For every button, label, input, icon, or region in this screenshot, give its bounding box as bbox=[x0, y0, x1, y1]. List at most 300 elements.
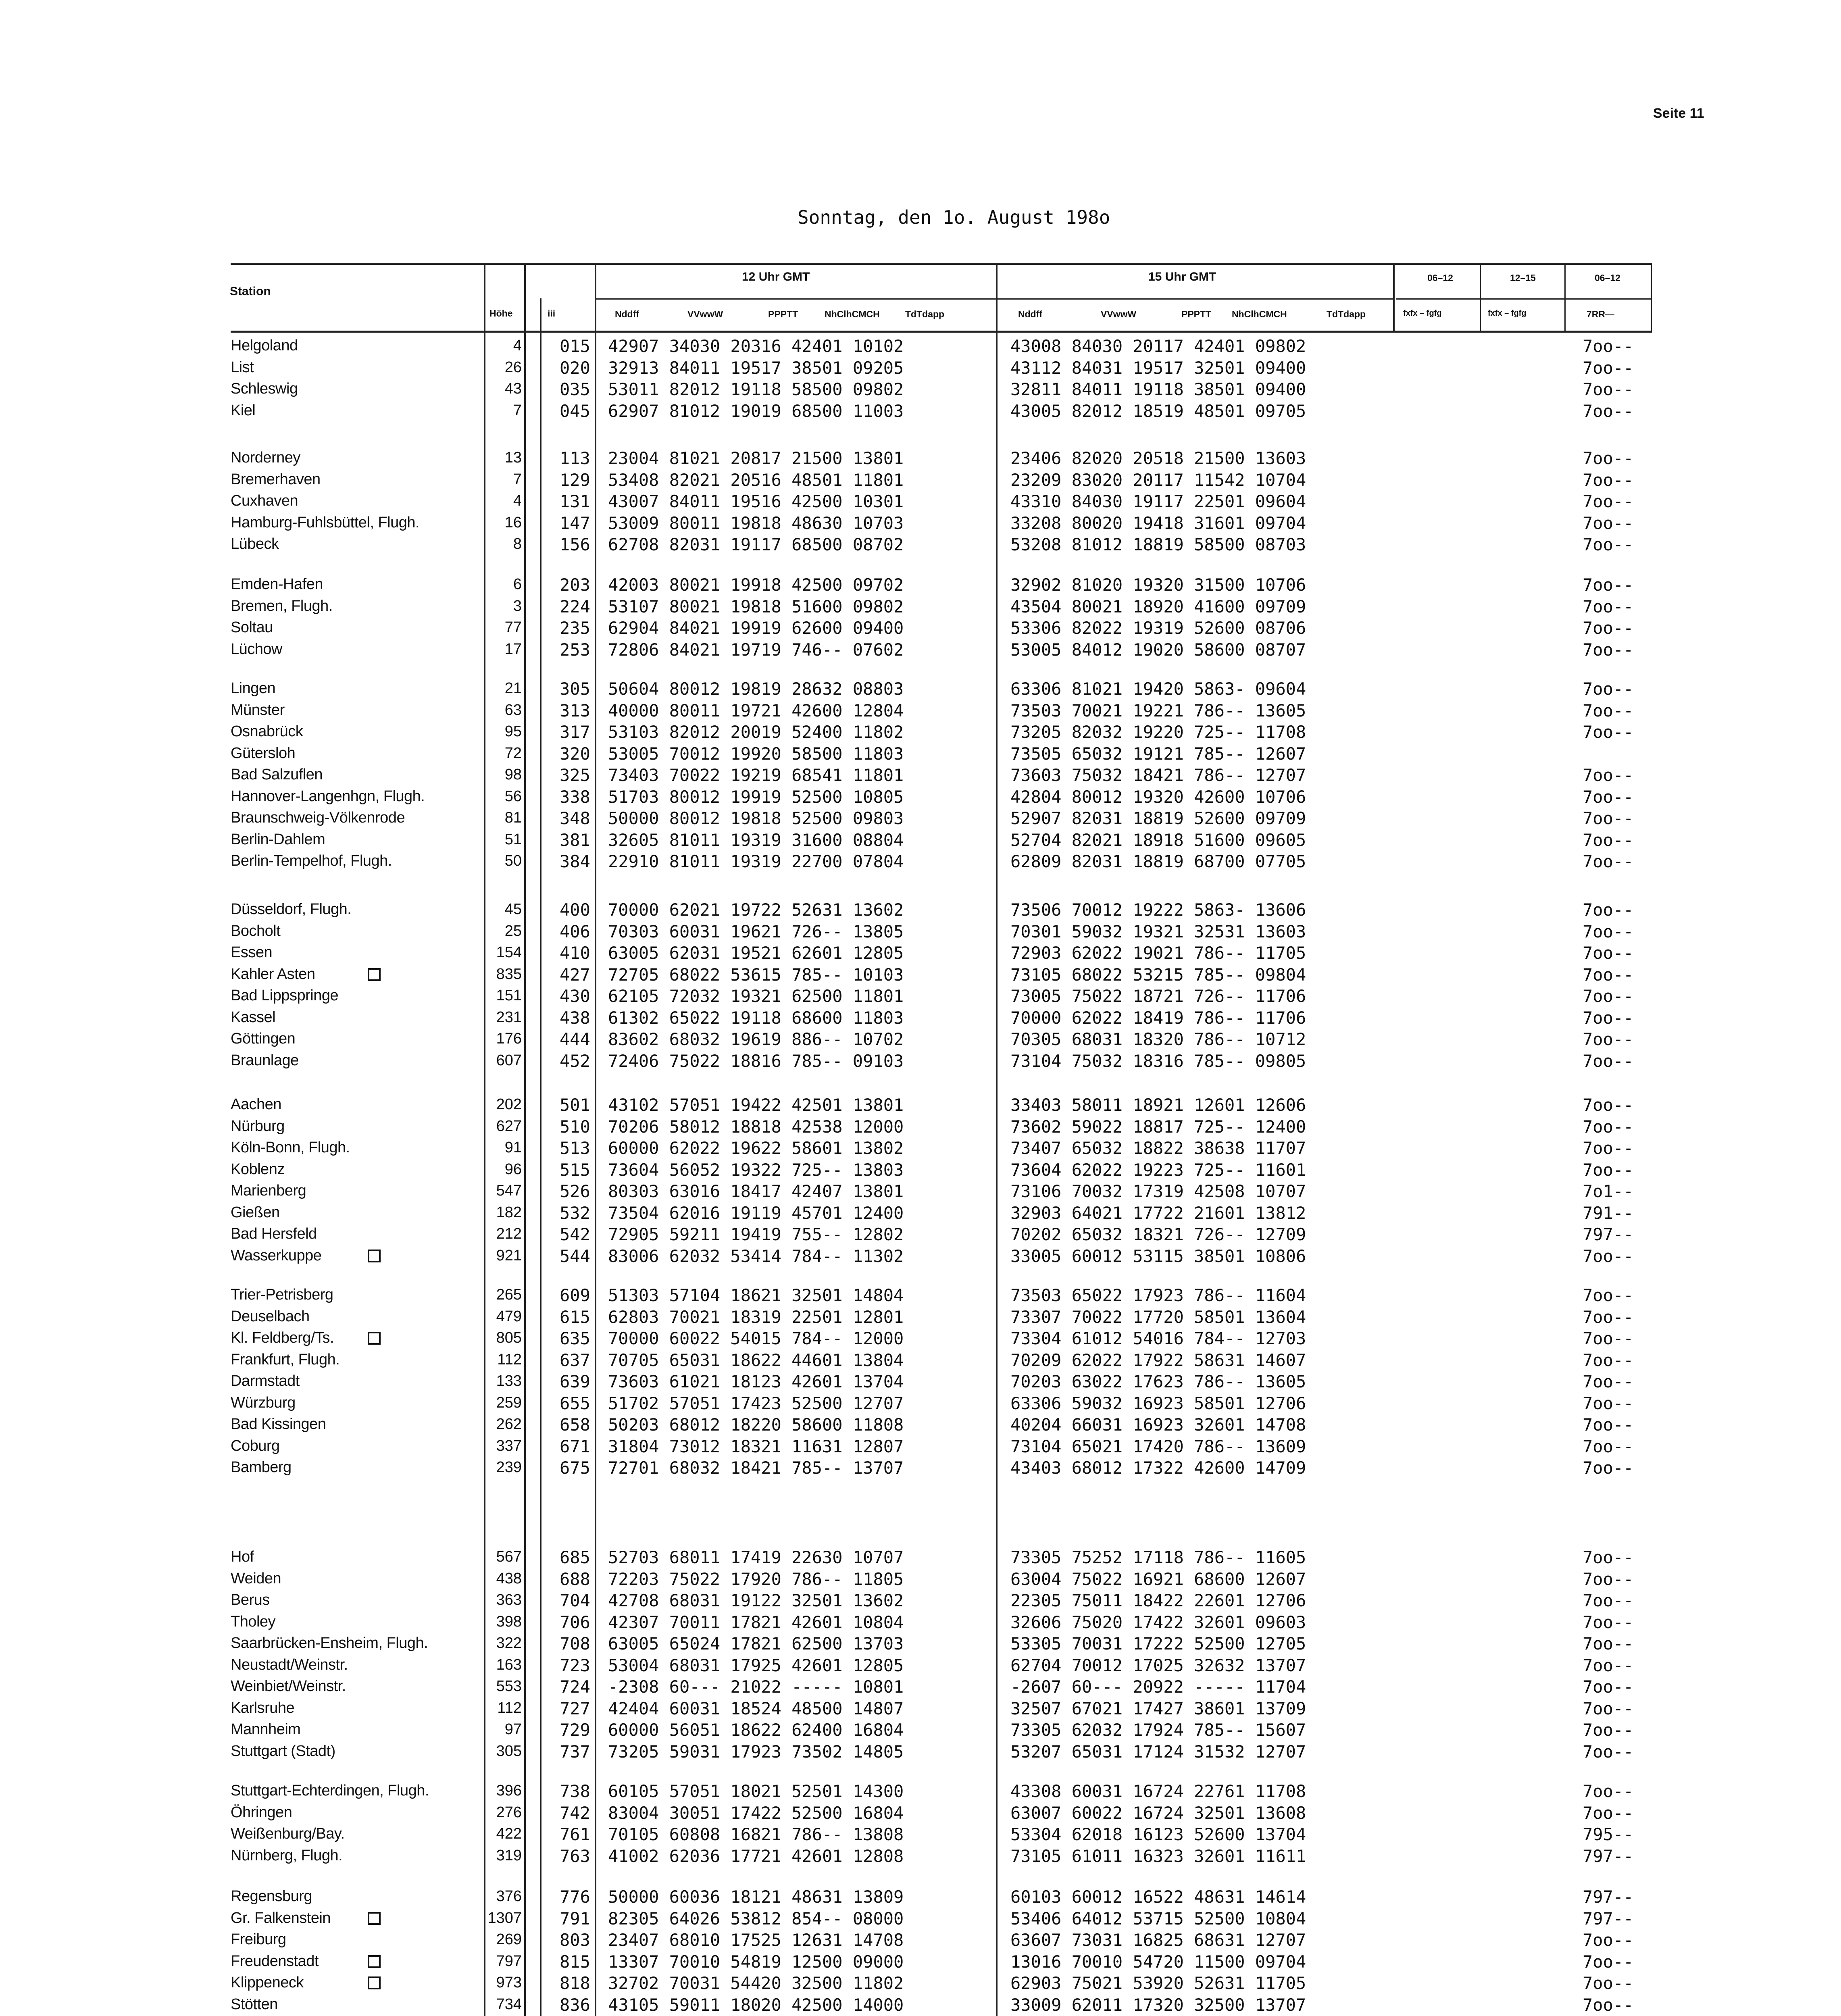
obs-15-gmt: 43308 60031 16724 22761 11708 bbox=[1010, 1781, 1306, 1801]
station-name bbox=[231, 987, 338, 1004]
station-height: 337 bbox=[496, 1437, 522, 1454]
station-name bbox=[231, 619, 273, 636]
station-index: 501 bbox=[560, 1095, 590, 1115]
station-name bbox=[231, 449, 300, 467]
station-name bbox=[231, 1286, 333, 1304]
station-index: 763 bbox=[560, 1846, 590, 1866]
station-height: 322 bbox=[496, 1635, 522, 1652]
obs-15-gmt: 63007 60022 16724 32501 13608 bbox=[1010, 1803, 1306, 1823]
station-height: 151 bbox=[496, 987, 522, 1004]
obs-12-gmt: 53011 82012 19118 58500 09802 bbox=[608, 379, 904, 399]
station-height: 239 bbox=[496, 1459, 522, 1476]
precip-group: 7oo-- bbox=[1583, 722, 1634, 742]
station-label: Essen bbox=[231, 944, 273, 961]
station-name bbox=[231, 359, 254, 376]
obs-12-gmt: 51702 57051 17423 52500 12707 bbox=[608, 1393, 904, 1413]
station-height: 607 bbox=[496, 1052, 522, 1069]
precip-group: 7oo-- bbox=[1583, 618, 1634, 638]
station-index: 381 bbox=[560, 830, 590, 850]
station-label: Gr. Falkenstein bbox=[231, 1910, 331, 1926]
station-label: Lübeck bbox=[231, 535, 279, 552]
obs-15-gmt: 53306 82022 19319 52600 08706 bbox=[1010, 618, 1306, 638]
station-label: Kahler Asten bbox=[231, 966, 315, 983]
station-index: 406 bbox=[560, 922, 590, 941]
obs-15-gmt: 32507 67021 17427 38601 13709 bbox=[1010, 1699, 1306, 1718]
obs-15-gmt: 33208 80020 19418 31601 09704 bbox=[1010, 513, 1306, 533]
station-name bbox=[231, 514, 419, 531]
header-right-sub-2: fxfx – fgfg bbox=[1488, 309, 1527, 318]
station-name bbox=[231, 1548, 254, 1566]
obs-12-gmt: 32702 70031 54420 32500 11802 bbox=[608, 1973, 904, 1993]
station-index: 708 bbox=[560, 1634, 590, 1654]
station-height: 26 bbox=[504, 359, 522, 376]
obs-12-gmt: 83004 30051 17422 52500 16804 bbox=[608, 1803, 904, 1823]
station-index: 430 bbox=[560, 986, 590, 1006]
station-label: Bocholt bbox=[231, 923, 281, 939]
obs-12-gmt: 42404 60031 18524 48500 14807 bbox=[608, 1699, 904, 1718]
obs-12-gmt: 80303 63016 18417 42407 13801 bbox=[608, 1181, 904, 1201]
station-label: Trier-Petrisberg bbox=[231, 1286, 333, 1303]
station-height: 154 bbox=[496, 944, 522, 961]
precip-group: 797-- bbox=[1583, 1846, 1634, 1866]
obs-15-gmt: 73602 59022 18817 725-- 12400 bbox=[1010, 1117, 1306, 1137]
precip-group: 7oo-- bbox=[1583, 1547, 1634, 1567]
obs-12-gmt: 62904 84021 19919 62600 09400 bbox=[608, 618, 904, 638]
station-index: 675 bbox=[560, 1458, 590, 1478]
obs-15-gmt: 73506 70012 19222 5863- 13606 bbox=[1010, 900, 1306, 920]
station-label: Bad Salzuflen bbox=[231, 766, 323, 783]
col-divider-15gmt bbox=[996, 263, 998, 2016]
station-label: Berlin-Dahlem bbox=[231, 831, 325, 848]
station-height: 8 bbox=[513, 535, 522, 552]
obs-15-gmt: 73106 70032 17319 42508 10707 bbox=[1010, 1181, 1306, 1201]
station-label: Köln-Bonn, Flugh. bbox=[231, 1139, 350, 1156]
obs-12-gmt: 60105 57051 18021 52501 14300 bbox=[608, 1781, 904, 1801]
precip-group: 7oo-- bbox=[1583, 1930, 1634, 1950]
station-name bbox=[231, 1009, 275, 1026]
obs-15-gmt: 32811 84011 19118 38501 09400 bbox=[1010, 379, 1306, 399]
obs-15-gmt: 73305 75252 17118 786-- 11605 bbox=[1010, 1547, 1306, 1567]
station-height: 567 bbox=[496, 1548, 522, 1565]
station-index: 727 bbox=[560, 1699, 590, 1718]
precip-group: 7oo-- bbox=[1583, 1285, 1634, 1305]
obs-15-gmt: 33403 58011 18921 12601 12606 bbox=[1010, 1095, 1306, 1115]
obs-15-gmt: 63004 75022 16921 68600 12607 bbox=[1010, 1569, 1306, 1589]
precip-group: 7oo-- bbox=[1583, 1117, 1634, 1137]
station-index: 313 bbox=[560, 701, 590, 721]
obs-15-gmt: 13016 70010 54720 11500 09704 bbox=[1010, 1952, 1306, 1972]
obs-12-gmt: 73504 62016 19119 45701 12400 bbox=[608, 1203, 904, 1223]
station-height: 319 bbox=[496, 1847, 522, 1864]
station-label: Lüchow bbox=[231, 641, 282, 658]
header-15-col-5: TdTdapp bbox=[1327, 309, 1366, 319]
obs-15-gmt: 22305 75011 18422 22601 12706 bbox=[1010, 1591, 1306, 1610]
header-right-3: 06–12 bbox=[1595, 273, 1620, 283]
station-name bbox=[231, 535, 279, 553]
obs-12-gmt: 82305 64026 53812 854-- 08000 bbox=[608, 1909, 904, 1929]
station-name bbox=[231, 1656, 348, 1674]
station-name bbox=[231, 471, 321, 488]
station-height: 4 bbox=[513, 492, 522, 509]
obs-12-gmt: 73403 70022 19219 68541 11801 bbox=[608, 765, 904, 785]
precip-group: 7oo-- bbox=[1583, 1095, 1634, 1115]
obs-15-gmt: 62704 70012 17025 32632 13707 bbox=[1010, 1656, 1306, 1675]
precip-group: 7oo-- bbox=[1583, 1246, 1634, 1266]
precip-group: 7oo-- bbox=[1583, 1677, 1634, 1697]
precip-group: 7oo-- bbox=[1583, 1458, 1634, 1478]
obs-15-gmt: 23406 82020 20518 21500 13603 bbox=[1010, 448, 1306, 468]
station-height: 1307 bbox=[487, 1910, 522, 1926]
obs-12-gmt: 42003 80021 19918 42500 09702 bbox=[608, 575, 904, 595]
station-height: 553 bbox=[496, 1678, 522, 1695]
precip-group: 7oo-- bbox=[1583, 336, 1634, 356]
station-label: Wasserkuppe bbox=[231, 1247, 322, 1264]
station-index: 526 bbox=[560, 1181, 590, 1201]
precip-group: 7oo-- bbox=[1583, 1952, 1634, 1972]
station-height: 276 bbox=[496, 1804, 522, 1821]
obs-12-gmt: 43007 84011 19516 42500 10301 bbox=[608, 492, 904, 511]
station-height: 25 bbox=[504, 923, 522, 939]
header-12-col-5: TdTdapp bbox=[905, 309, 945, 319]
station-index: 688 bbox=[560, 1569, 590, 1589]
station-index: 761 bbox=[560, 1824, 590, 1844]
station-name bbox=[231, 492, 298, 510]
obs-12-gmt: 70206 58012 18818 42538 12000 bbox=[608, 1117, 904, 1137]
obs-12-gmt: 41002 62036 17721 42601 12808 bbox=[608, 1846, 904, 1866]
precip-group: 7oo-- bbox=[1583, 1160, 1634, 1180]
obs-12-gmt: 53009 80011 19818 48630 10703 bbox=[608, 513, 904, 533]
precip-group: 7oo-- bbox=[1583, 513, 1634, 533]
station-name bbox=[231, 1096, 281, 1113]
obs-12-gmt: 13307 70010 54819 12500 09000 bbox=[608, 1952, 904, 1972]
station-label: Nürnberg, Flugh. bbox=[231, 1847, 343, 1864]
station-height: 363 bbox=[496, 1591, 522, 1608]
station-height: 63 bbox=[504, 702, 522, 719]
obs-15-gmt: 53208 81012 18819 58500 08703 bbox=[1010, 535, 1306, 554]
precip-group: 797-- bbox=[1583, 1225, 1634, 1244]
precip-group: 795-- bbox=[1583, 1824, 1634, 1844]
station-index: 706 bbox=[560, 1612, 590, 1632]
page-title: Sonntag, den 1o. August 198o bbox=[798, 206, 1110, 228]
precip-group: 7oo-- bbox=[1583, 1803, 1634, 1823]
station-name bbox=[231, 944, 272, 961]
station-name bbox=[231, 745, 295, 762]
header-15-col-3: PPPTT bbox=[1181, 309, 1212, 319]
station-index: 348 bbox=[560, 808, 590, 828]
station-label: Emden-Hafen bbox=[231, 576, 323, 593]
station-label: Bad Hersfeld bbox=[231, 1225, 317, 1242]
obs-15-gmt: 52907 82031 18819 52600 09709 bbox=[1010, 808, 1306, 828]
station-index: 815 bbox=[560, 1952, 590, 1972]
header-15-col-4: NhClhCMCH bbox=[1232, 309, 1287, 319]
station-name bbox=[231, 1351, 339, 1368]
station-name bbox=[231, 1459, 292, 1476]
station-name bbox=[231, 1118, 285, 1135]
precip-group: 7oo-- bbox=[1583, 1415, 1634, 1435]
station-label: Coburg bbox=[231, 1437, 280, 1454]
obs-15-gmt: 53207 65031 17124 31532 12707 bbox=[1010, 1742, 1306, 1762]
station-height: 133 bbox=[496, 1372, 522, 1389]
station-index: 544 bbox=[560, 1246, 590, 1266]
station-name bbox=[231, 1030, 295, 1048]
precip-group: 7oo-- bbox=[1583, 1973, 1634, 1993]
header-hoehe: Höhe bbox=[489, 308, 513, 319]
station-label: Freudenstadt bbox=[231, 1953, 319, 1970]
station-height: 396 bbox=[496, 1782, 522, 1799]
station-height: 262 bbox=[496, 1416, 522, 1433]
station-label: Würzburg bbox=[231, 1394, 296, 1411]
station-label: Stuttgart (Stadt) bbox=[231, 1743, 335, 1760]
header-right-sub-1: fxfx – fgfg bbox=[1403, 309, 1442, 318]
obs-15-gmt: 73603 75032 18421 786-- 12707 bbox=[1010, 765, 1306, 785]
station-name bbox=[231, 1996, 278, 2013]
right-subheader-rule bbox=[1396, 298, 1652, 300]
precip-group: 7oo-- bbox=[1583, 1051, 1634, 1071]
obs-12-gmt: 50604 80012 19819 28632 08803 bbox=[608, 679, 904, 699]
station-name bbox=[231, 1782, 429, 1799]
station-label: Hof bbox=[231, 1548, 254, 1565]
obs-15-gmt: 32902 81020 19320 31500 10706 bbox=[1010, 575, 1306, 595]
precip-group: 7oo-- bbox=[1583, 1138, 1634, 1158]
obs-12-gmt: 62803 70021 18319 22501 12801 bbox=[608, 1307, 904, 1327]
station-index: 400 bbox=[560, 900, 590, 920]
station-label: Deuselbach bbox=[231, 1308, 310, 1325]
obs-12-gmt: 60000 56051 18622 62400 16804 bbox=[608, 1720, 904, 1740]
station-label: Freiburg bbox=[231, 1931, 286, 1948]
precip-group: 7oo-- bbox=[1583, 986, 1634, 1006]
obs-12-gmt: 70105 60808 16821 786-- 13808 bbox=[608, 1824, 904, 1844]
precip-group: 7oo-- bbox=[1583, 535, 1634, 554]
obs-12-gmt: 42708 68031 19122 32501 13602 bbox=[608, 1591, 904, 1610]
obs-15-gmt: 43112 84031 19517 32501 09400 bbox=[1010, 358, 1306, 378]
station-label: Nürburg bbox=[231, 1118, 285, 1135]
obs-12-gmt: 72701 68032 18421 785-- 13707 bbox=[608, 1458, 904, 1478]
station-label: Öhringen bbox=[231, 1804, 292, 1821]
precip-group: 7oo-- bbox=[1583, 1720, 1634, 1740]
station-label: Frankfurt, Flugh. bbox=[231, 1351, 340, 1368]
station-height: 13 bbox=[504, 449, 522, 466]
obs-15-gmt: 53406 64012 53715 52500 10804 bbox=[1010, 1909, 1306, 1929]
header-12-col-1: Nddff bbox=[615, 309, 639, 319]
station-name bbox=[231, 809, 405, 827]
obs-12-gmt: 32913 84011 19517 38501 09205 bbox=[608, 358, 904, 378]
station-height: 4 bbox=[513, 337, 522, 354]
station-height: 91 bbox=[504, 1139, 522, 1156]
station-name bbox=[231, 598, 333, 615]
station-label: Osnabrück bbox=[231, 723, 303, 740]
station-label: Düsseldorf, Flugh. bbox=[231, 901, 352, 918]
obs-15-gmt: 70203 63022 17623 786-- 13605 bbox=[1010, 1372, 1306, 1391]
precip-group: 7oo-- bbox=[1583, 852, 1634, 871]
obs-12-gmt: 73603 61021 18123 42601 13704 bbox=[608, 1372, 904, 1391]
station-index: 609 bbox=[560, 1285, 590, 1305]
station-name bbox=[231, 1161, 285, 1178]
precip-group: 797-- bbox=[1583, 1909, 1634, 1929]
obs-15-gmt: 73503 65022 17923 786-- 11604 bbox=[1010, 1285, 1306, 1305]
precip-group: 7oo-- bbox=[1583, 1781, 1634, 1801]
station-index: 515 bbox=[560, 1160, 590, 1180]
station-height: 16 bbox=[504, 514, 522, 531]
obs-12-gmt: 63005 62031 19521 62601 12805 bbox=[608, 943, 904, 963]
obs-15-gmt: 43504 80021 18920 41600 09709 bbox=[1010, 597, 1306, 616]
precip-group: 7oo-- bbox=[1583, 1350, 1634, 1370]
station-label: Tholey bbox=[231, 1613, 276, 1630]
station-label: Schleswig bbox=[231, 380, 298, 397]
obs-12-gmt: 50203 68012 18220 58600 11808 bbox=[608, 1415, 904, 1435]
col-divider-right-end bbox=[1651, 263, 1652, 331]
obs-12-gmt: 52703 68011 17419 22630 10707 bbox=[608, 1547, 904, 1567]
station-label: Stuttgart-Echterdingen, Flugh. bbox=[231, 1782, 429, 1799]
station-label: Hamburg-Fuhlsbüttel, Flugh. bbox=[231, 514, 420, 531]
station-label: Stötten bbox=[231, 1996, 278, 2013]
obs-12-gmt: 62708 82031 19117 68500 08702 bbox=[608, 535, 904, 554]
station-height: 96 bbox=[504, 1161, 522, 1178]
mountain-station-square-icon bbox=[368, 1976, 381, 1989]
station-index: 658 bbox=[560, 1415, 590, 1435]
station-name bbox=[231, 966, 315, 983]
station-index: 305 bbox=[560, 679, 590, 699]
station-label: Neustadt/Weinstr. bbox=[231, 1656, 348, 1673]
station-index: 510 bbox=[560, 1117, 590, 1137]
precip-group: 7oo-- bbox=[1583, 1634, 1634, 1654]
precip-group: 7oo-- bbox=[1583, 808, 1634, 828]
station-label: Göttingen bbox=[231, 1030, 296, 1047]
table-header-rule bbox=[231, 331, 1652, 333]
obs-15-gmt: 53304 62018 16123 52600 13704 bbox=[1010, 1824, 1306, 1844]
station-name bbox=[231, 1804, 292, 1821]
station-label: Berus bbox=[231, 1591, 270, 1608]
station-name bbox=[231, 1591, 270, 1609]
obs-15-gmt: 63306 81021 19420 5863- 09604 bbox=[1010, 679, 1306, 699]
station-name bbox=[231, 1139, 350, 1156]
obs-12-gmt: 50000 80012 19818 52500 09803 bbox=[608, 808, 904, 828]
station-index: 729 bbox=[560, 1720, 590, 1740]
station-label: Darmstadt bbox=[231, 1372, 300, 1389]
page-number: Seite 11 bbox=[1653, 106, 1704, 121]
station-height: 21 bbox=[504, 680, 522, 697]
station-name bbox=[231, 901, 351, 918]
precip-group: 7oo-- bbox=[1583, 922, 1634, 941]
obs-15-gmt: 62903 75021 53920 52631 11705 bbox=[1010, 1973, 1306, 1993]
station-height: 805 bbox=[496, 1329, 522, 1346]
station-index: 203 bbox=[560, 575, 590, 595]
obs-12-gmt: 70705 65031 18622 44601 13804 bbox=[608, 1350, 904, 1370]
station-name bbox=[231, 702, 285, 719]
header-12-col-4: NhClhCMCH bbox=[825, 309, 880, 319]
station-height: 112 bbox=[497, 1699, 522, 1716]
station-label: Gießen bbox=[231, 1204, 280, 1221]
station-height: 112 bbox=[497, 1351, 522, 1368]
precip-group: 7oo-- bbox=[1583, 401, 1634, 421]
obs-12-gmt: 53004 68031 17925 42601 12805 bbox=[608, 1656, 904, 1675]
precip-group: 7oo-- bbox=[1583, 448, 1634, 468]
station-index: 035 bbox=[560, 379, 590, 399]
station-label: Regensburg bbox=[231, 1888, 312, 1905]
station-index: 253 bbox=[560, 640, 590, 660]
station-label: Weiden bbox=[231, 1570, 281, 1587]
header-15-gmt: 15 Uhr GMT bbox=[1148, 270, 1216, 283]
station-index: 671 bbox=[560, 1437, 590, 1456]
obs-12-gmt: 83602 68032 19619 886-- 10702 bbox=[608, 1029, 904, 1049]
obs-15-gmt: 72903 62022 19021 786-- 11705 bbox=[1010, 943, 1306, 963]
station-index: 015 bbox=[560, 336, 590, 356]
station-index: 704 bbox=[560, 1591, 590, 1610]
obs-15-gmt: -2607 60--- 20922 ----- 11704 bbox=[1010, 1677, 1306, 1697]
header-station: Station bbox=[230, 285, 271, 298]
header-12-col-2: VVwwW bbox=[687, 309, 723, 319]
obs-12-gmt: 60000 62022 19622 58601 13802 bbox=[608, 1138, 904, 1158]
precip-group: 7oo-- bbox=[1583, 640, 1634, 660]
obs-12-gmt: 23004 81021 20817 21500 13801 bbox=[608, 448, 904, 468]
station-height: 398 bbox=[496, 1613, 522, 1630]
precip-group: 7oo-- bbox=[1583, 1699, 1634, 1718]
obs-15-gmt: 73104 75032 18316 785-- 09805 bbox=[1010, 1051, 1306, 1071]
precip-group: 7oo-- bbox=[1583, 492, 1634, 511]
station-label: Gütersloh bbox=[231, 745, 296, 762]
obs-12-gmt: 72203 75022 17920 786-- 11805 bbox=[608, 1569, 904, 1589]
obs-15-gmt: 73503 70021 19221 786-- 13605 bbox=[1010, 701, 1306, 721]
precip-group: 791-- bbox=[1583, 1203, 1634, 1223]
station-label: Saarbrücken-Ensheim, Flugh. bbox=[231, 1635, 428, 1652]
obs-15-gmt: 70202 65032 18321 726-- 12709 bbox=[1010, 1225, 1306, 1244]
obs-12-gmt: 70303 60031 19621 726-- 13805 bbox=[608, 922, 904, 941]
station-name bbox=[231, 337, 298, 354]
station-height: 72 bbox=[504, 745, 522, 762]
station-index: 776 bbox=[560, 1887, 590, 1907]
station-index: 655 bbox=[560, 1393, 590, 1413]
precip-group: 7oo-- bbox=[1583, 1569, 1634, 1589]
precip-group: 7oo-- bbox=[1583, 943, 1634, 963]
station-name bbox=[231, 1182, 306, 1200]
precip-group: 7oo-- bbox=[1583, 1612, 1634, 1632]
obs-12-gmt: 32605 81011 19319 31600 08804 bbox=[608, 830, 904, 850]
station-label: Weinbiet/Weinstr. bbox=[231, 1678, 346, 1695]
station-name bbox=[231, 1437, 280, 1455]
station-index: 131 bbox=[560, 492, 590, 511]
station-label: Braunlage bbox=[231, 1052, 299, 1069]
station-index: 129 bbox=[560, 470, 590, 490]
station-name bbox=[231, 1416, 326, 1433]
station-label: Norderney bbox=[231, 449, 300, 466]
gmt-subheader-rule bbox=[595, 298, 1393, 300]
station-height: 43 bbox=[504, 380, 522, 397]
obs-15-gmt: 73105 68022 53215 785-- 09804 bbox=[1010, 965, 1306, 985]
station-index: 113 bbox=[560, 448, 590, 468]
station-height: 176 bbox=[496, 1030, 522, 1047]
station-height: 182 bbox=[496, 1204, 522, 1221]
station-name bbox=[231, 788, 425, 805]
obs-12-gmt: 43105 59011 18020 42500 14000 bbox=[608, 1995, 904, 2015]
obs-15-gmt: 40204 66031 16923 32601 14708 bbox=[1010, 1415, 1306, 1435]
station-height: 797 bbox=[496, 1953, 522, 1970]
obs-15-gmt: 53305 70031 17222 52500 12705 bbox=[1010, 1634, 1306, 1654]
precip-group: 7oo-- bbox=[1583, 787, 1634, 807]
station-name bbox=[231, 641, 282, 658]
station-name bbox=[231, 1394, 296, 1412]
col-divider-right-block bbox=[1393, 263, 1395, 331]
station-label: Mannheim bbox=[231, 1721, 301, 1738]
station-height: 81 bbox=[504, 809, 522, 826]
obs-12-gmt: 53107 80021 19818 51600 09802 bbox=[608, 597, 904, 616]
station-label: Münster bbox=[231, 702, 285, 719]
obs-15-gmt: 73305 62032 17924 785-- 15607 bbox=[1010, 1720, 1306, 1740]
station-height: 921 bbox=[496, 1247, 522, 1264]
station-index: 452 bbox=[560, 1051, 590, 1071]
station-index: 325 bbox=[560, 765, 590, 785]
obs-15-gmt: 53005 84012 19020 58600 08707 bbox=[1010, 640, 1306, 660]
obs-15-gmt: 73104 65021 17420 786-- 13609 bbox=[1010, 1437, 1306, 1456]
station-name bbox=[231, 402, 255, 419]
